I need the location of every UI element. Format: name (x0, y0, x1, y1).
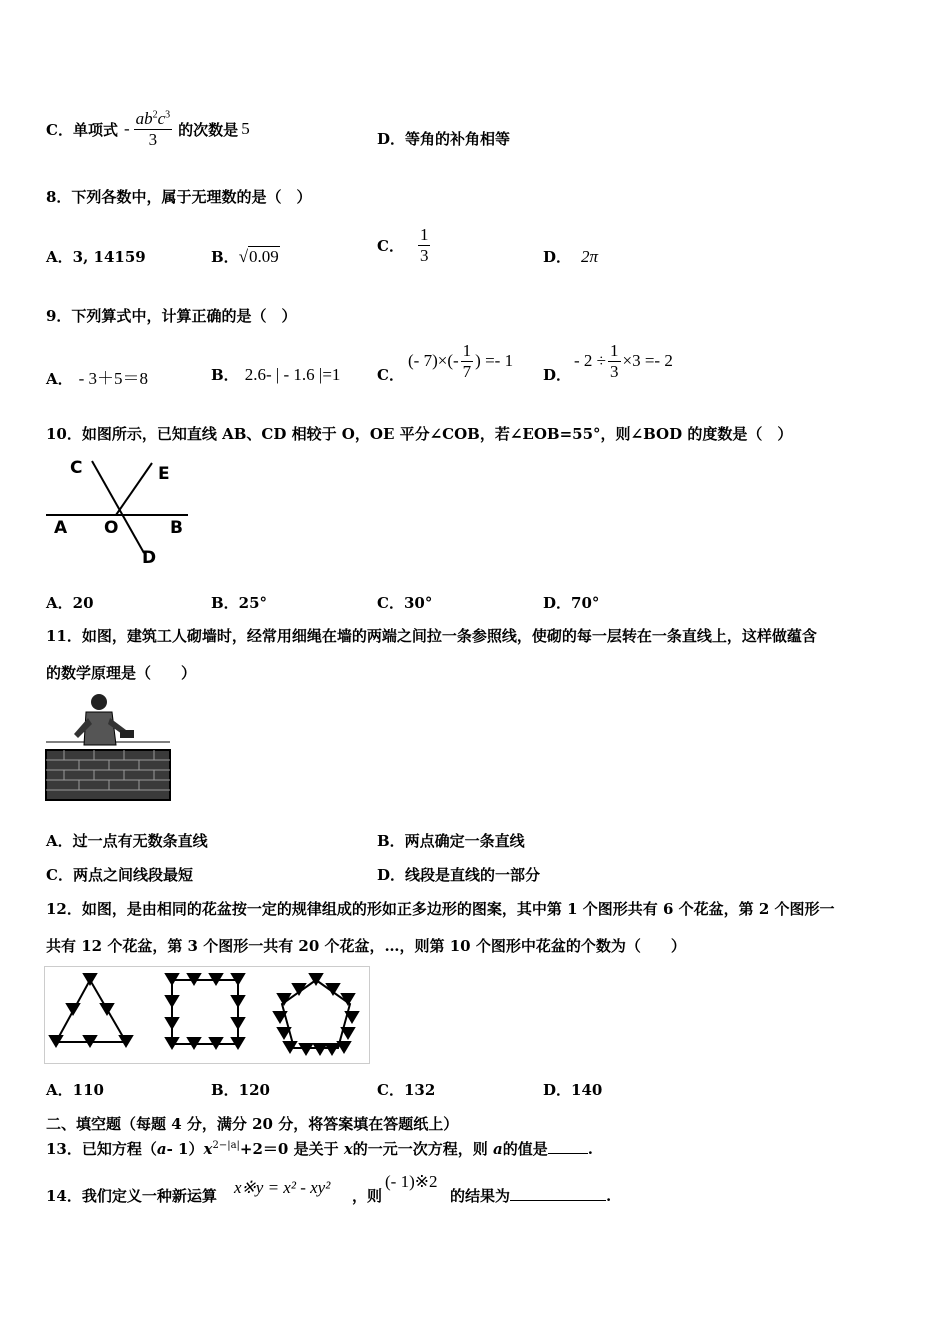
sqrt-icon: √ (238, 247, 249, 266)
q13-x2: x (343, 1140, 353, 1158)
q9-c-den: 7 (462, 361, 472, 381)
q9-c-post: ) =- 1 (475, 351, 514, 370)
q13-suffix2: 的值是 (502, 1140, 548, 1158)
q8-option-b-label: B． (211, 248, 239, 266)
q13-mid: - 1） (166, 1140, 204, 1158)
q8-option-a: A．3, 14159 (46, 248, 146, 266)
q13-exponent: 2−|a| (212, 1140, 240, 1151)
q9-option-b (211, 364, 340, 385)
q9-option-d-math (574, 336, 673, 386)
q11-option-d: D．线段是直线的一部分 (377, 866, 541, 884)
section-2-title: 二、填空题（每题 4 分，满分 20 分，将答案填在答题纸上） (46, 1115, 459, 1133)
q8-option-c-fraction (418, 225, 431, 265)
q13-answer-blank[interactable] (548, 1153, 588, 1154)
q9-d-post: ×3 =- 2 (622, 351, 673, 370)
q11-option-b: B．两点确定一条直线 (377, 832, 525, 850)
q14-mid: ，则 (352, 1187, 383, 1205)
label-o: O (104, 518, 119, 538)
label-e: E (158, 464, 170, 484)
q7-num-c: c (157, 108, 166, 128)
q11-option-c: C．两点之间线段最短 (46, 866, 193, 884)
q9-option-a-label: A． (46, 370, 73, 388)
q8-option-c-label: C． (377, 236, 404, 255)
q14-expression: (- 1)※2 (385, 1172, 438, 1191)
q10-option-c: C．30° (377, 594, 433, 612)
q14-prefix: 14．我们定义一种新运算 (46, 1187, 217, 1205)
q13-eq: +2＝0 是关于 (239, 1140, 339, 1158)
q12-option-b: B．120 (211, 1081, 270, 1099)
q8-option-d-label: D． (543, 248, 572, 266)
label-b: B (170, 518, 183, 538)
q7-minus: - (123, 119, 130, 138)
q14-definition: x※y = x² - xy² (234, 1178, 331, 1197)
q9-stem: 9．下列算式中，计算正确的是（ ） (46, 307, 297, 325)
q8-option-b (211, 246, 280, 267)
label-a: A (54, 518, 68, 538)
q7-monomial-fraction (134, 109, 173, 149)
q12-stem-line1: 12．如图，是由相同的花盆按一定的规律组成的形如正多边形的图案，其中第 1 个图形共有 6 个花盆，第 2 个图形一 (46, 900, 835, 918)
q13-end: . (587, 1140, 593, 1158)
q8-c-den: 3 (419, 245, 429, 265)
q7-option-c-value: 5 (241, 119, 250, 138)
square-pattern (166, 974, 244, 1048)
pentagon-pattern (274, 974, 358, 1054)
bricklayer-illustration (44, 690, 174, 808)
q9-option-a (46, 364, 148, 389)
q9-option-c-label: C． (377, 366, 404, 384)
triangle-pattern (50, 974, 132, 1046)
q10-option-d: D．70° (543, 594, 600, 612)
q9-option-b-label: B． (211, 366, 239, 384)
q9-d-fraction (608, 341, 621, 381)
q7-exp2: 3 (165, 109, 171, 121)
q12-option-c: C．132 (377, 1081, 436, 1099)
q9-d-pre: - 2 ÷ (574, 351, 606, 370)
q10-option-b: B．25° (211, 594, 268, 612)
q13-suffix1: 的一元一次方程，则 (352, 1140, 488, 1158)
q9-option-b-math: 2.6- | - 1.6 |=1 (244, 365, 341, 384)
q13-stem (46, 1138, 593, 1159)
label-c: C (70, 458, 83, 478)
ray-oe (116, 463, 152, 515)
q7-num-ab: ab (135, 108, 153, 128)
q9-option-a-math: - 3＋5＝8 (78, 369, 149, 388)
q7-option-c-label: C．单项式 (46, 120, 118, 139)
q14-suffix: 的结果为 (450, 1187, 511, 1205)
q12-option-a: A．110 (46, 1081, 104, 1099)
q13-x: x (203, 1140, 213, 1158)
q7-option-d: D．等角的补角相等 (377, 130, 511, 148)
q13-a2: a (493, 1140, 503, 1158)
q9-option-c-math (408, 336, 513, 386)
q10-stem: 10．如图所示，已知直线 AB、CD 相较于 O，OE 平分∠COB，若∠EOB=55°，则∠BOD 的度数是（ ） (46, 425, 793, 443)
q11-option-a: A．过一点有无数条直线 (46, 832, 208, 850)
flowerpot-pattern-figure (44, 966, 370, 1064)
label-d: D (142, 548, 157, 568)
q8-c-num: 1 (419, 224, 429, 244)
q13-a: a (156, 1140, 167, 1158)
q9-d-den: 3 (610, 361, 619, 381)
q12-option-d: D．140 (543, 1081, 603, 1099)
q7-exp1: 2 (152, 109, 158, 121)
q14-stem-end (450, 1185, 611, 1206)
line-cd (92, 461, 144, 553)
q8-stem: 8．下列各数中，属于无理数的是（ ） (46, 188, 312, 206)
q9-option-d-label: D． (543, 366, 572, 384)
q10-option-a: A．20 (46, 594, 94, 612)
q10-line-figure (44, 453, 194, 568)
q7-option-c-suffix: 的次数是 (178, 120, 239, 139)
q8-option-d (543, 246, 598, 267)
q9-c-pre: (- 7)×(- (408, 351, 459, 370)
q9-d-num: 1 (610, 340, 619, 360)
q11-stem-line1: 11．如图，建筑工人砌墙时，经常用细绳在墙的两端之间拉一条参照线，使砌的每一层转在一条直线上，这样做蕴含 (46, 627, 817, 645)
q12-stem-line2: 共有 12 个花盆，第 3 个图形一共有 20 个花盆，…，则第 10 个图形中花盆的个数为（ ） (46, 937, 686, 955)
q9-c-num: 1 (462, 340, 472, 360)
q8-option-c (377, 220, 430, 270)
q7-den: 3 (148, 129, 158, 149)
q14-answer-blank[interactable] (510, 1200, 606, 1201)
q8-option-d-math: 2π (581, 247, 599, 266)
q14-end: . (606, 1187, 612, 1205)
q11-stem-line2: 的数学原理是（ ） (46, 664, 197, 682)
q9-c-fraction (461, 341, 474, 381)
q7-option-c (46, 104, 250, 154)
q13-prefix: 13．已知方程（ (46, 1140, 157, 1158)
q8-option-b-radicand: 0.09 (249, 247, 279, 266)
